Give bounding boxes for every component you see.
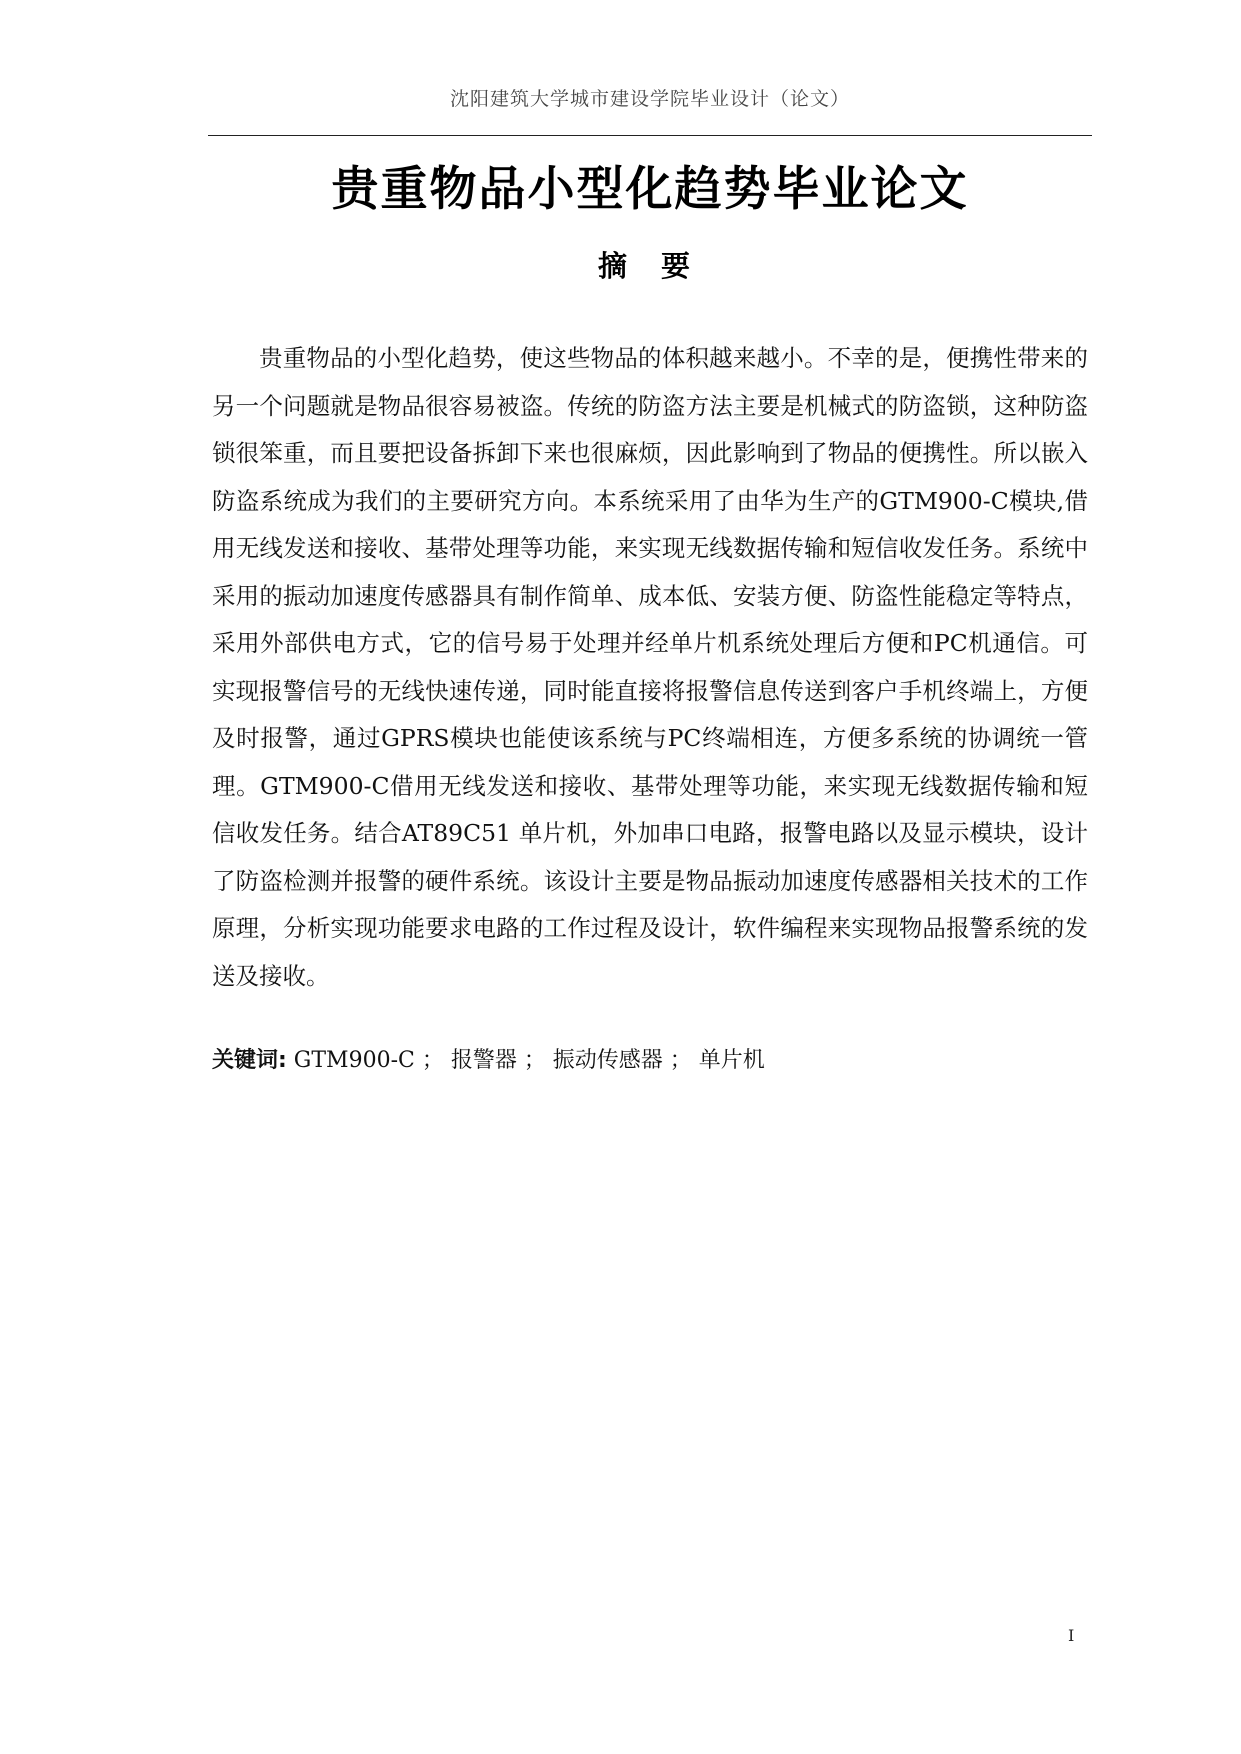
document-title: 贵重物品小型化趋势毕业论文 <box>331 162 969 217</box>
keywords-line <box>212 1044 1088 1078</box>
running-header: 沈阳建筑大学城市建设学院毕业设计（论文） <box>449 88 850 110</box>
abstract-paragraph: 贵重物品的小型化趋势，使这些物品的体积越来越小。不幸的是，便携性带来的另一个问题就是物品很容易被盗。传统的防盗方法主要是机械式的防盗锁，这种防盗锁很笨重，而且要把设备拆卸下来也很麻烦，因此影响到了物品的便携性。所以嵌入防盗系统成为我们的主要研究方向。本系统采用了由华为生产的GTM900-C模块,借用无线发送和接收、基带处理等功能，来实现无线数据传输和短信收发任务。系统中采用的振动加速度传感器具有制作简单、成本低、安装方便、防盗性能稳定等特点，采用外部供电方式，它的信号易于处理并经单片机系统处理后方便和PC机通信。可实现报警信号的无线快速传递，同时能直接将报警信息传送到客户手机终端上，方便及时报警，通过GPRS模块也能使该系统与PC终端相连，方便多系统的协调统一管理。GTM900-C借用无线发送和接收、基带处理等功能，来实现无线数据传输和短信收发任务。结合AT89C51 单片机，外加串口电路，报警电路以及显示模块，设计了防盗检测并报警的硬件系统。该设计主要是物品振动加速度传感器相关技术的工作原理，分析实现功能要求电路的工作过程及设计，软件编程来实现物品报警系统的发送及接收。 <box>212 344 1088 990</box>
abstract-heading: 摘 要 <box>597 249 703 283</box>
keywords-list: GTM900-C ； 报警器 ； 振动传感器 ； 单片机 <box>286 1048 765 1073</box>
header-divider <box>208 135 1092 136</box>
page-number: I <box>1068 1626 1075 1645</box>
keywords-label: 关键词: <box>212 1048 287 1073</box>
